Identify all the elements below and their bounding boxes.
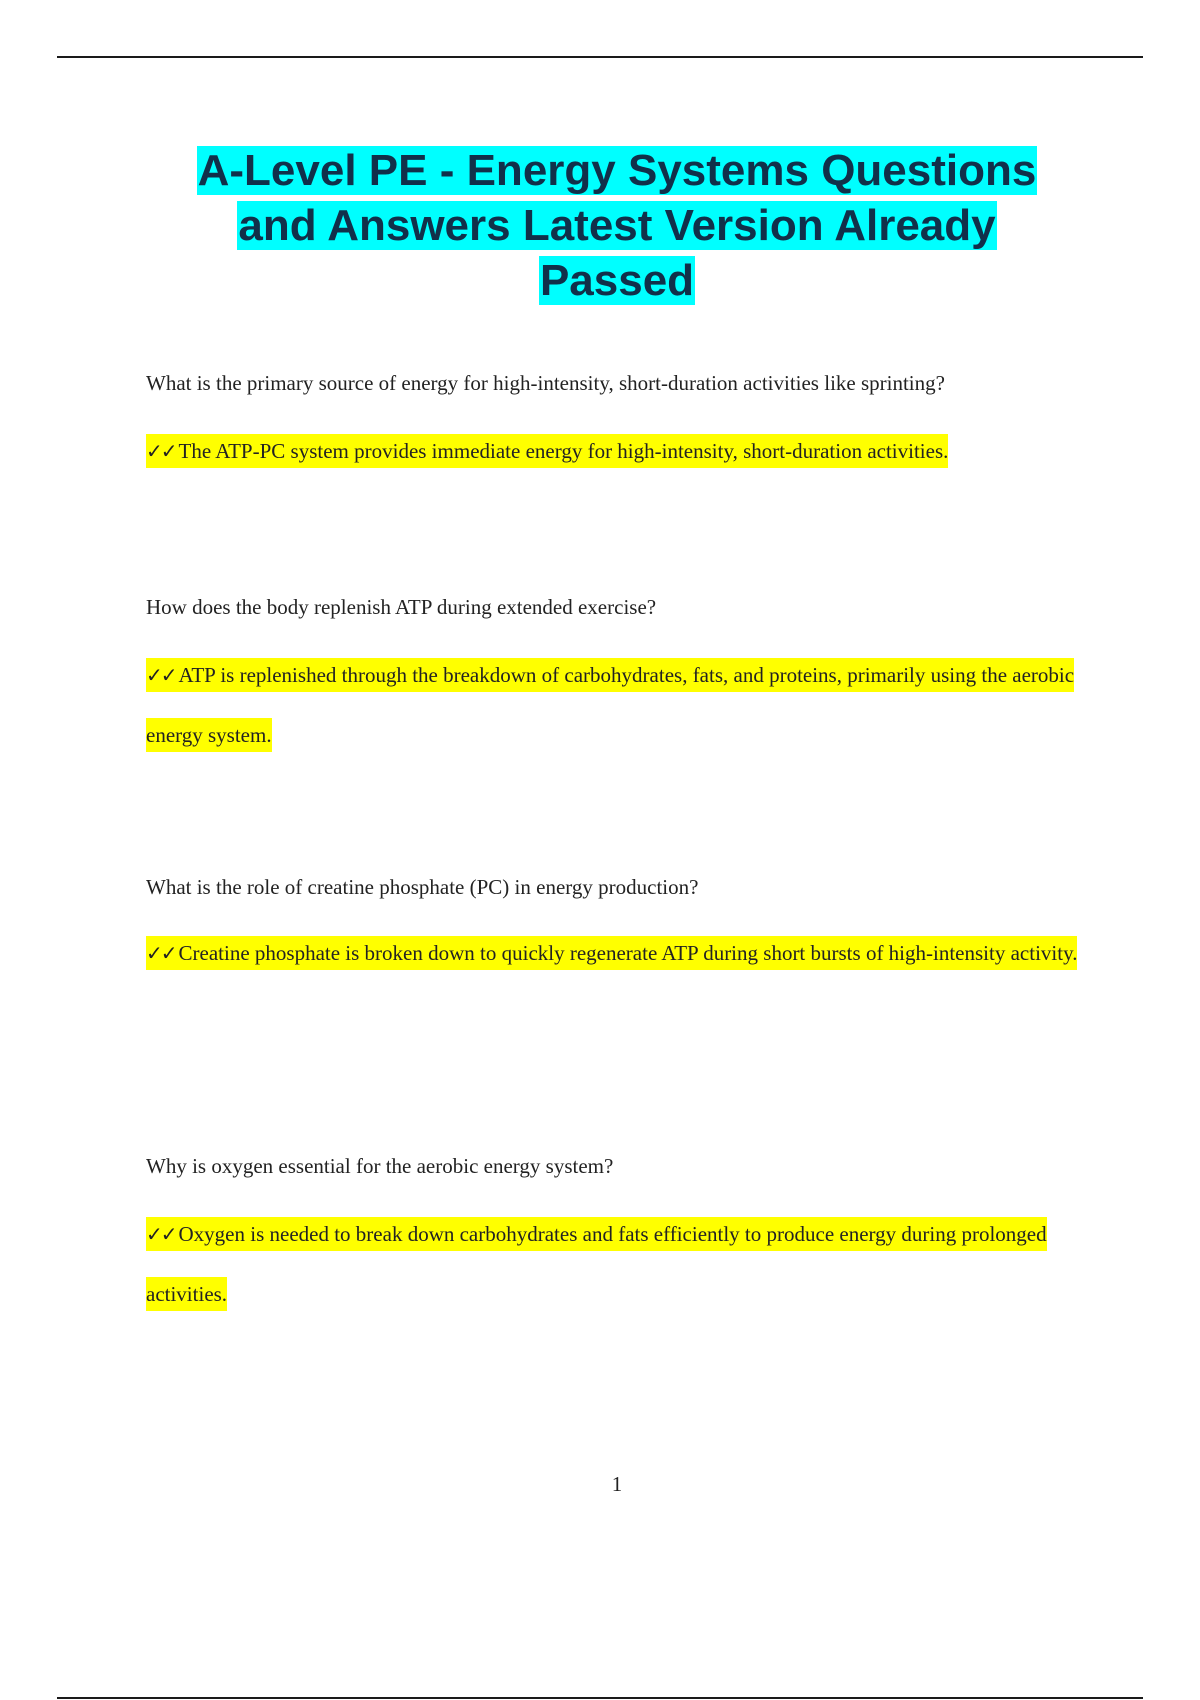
qa-item — [146, 1152, 1086, 1324]
title-line-2: and Answers Latest Version Already — [238, 201, 996, 250]
check-icon: ✓✓ — [146, 439, 176, 463]
qa-item — [146, 369, 1086, 481]
question-text: What is the primary source of energy for high-intensity, short-duration activities like sprinting? — [146, 371, 945, 395]
answer-body: The ATP-PC system provides immediate energy for high-intensity, short-duration activities. — [178, 439, 949, 463]
check-icon: ✓✓ — [146, 941, 176, 965]
question-text: Why is oxygen essential for the aerobic energy system? — [146, 1154, 614, 1178]
answer-text — [146, 421, 1086, 481]
answer-text — [146, 645, 1086, 765]
document-title — [100, 143, 1134, 308]
page-number: 1 — [611, 1472, 623, 1496]
header-rule — [57, 56, 1143, 58]
qa-item — [146, 593, 1086, 765]
title-line-3: Passed — [539, 256, 695, 305]
answer-highlight — [146, 658, 1074, 752]
question-text: What is the role of creatine phosphate (PC) in energy production? — [146, 875, 699, 899]
question-text: How does the body replenish ATP during extended exercise? — [146, 595, 657, 619]
answer-body: Creatine phosphate is broken down to quickly regenerate ATP during short bursts of high-intensity activity. — [178, 941, 1078, 965]
check-icon: ✓✓ — [146, 663, 176, 687]
answer-text — [146, 923, 1086, 983]
footer-rule — [57, 1697, 1143, 1699]
answer-highlight — [146, 936, 1077, 970]
title-line-1: A-Level PE - Energy Systems Questions — [197, 146, 1037, 195]
answer-body: ATP is replenished through the breakdown of carbohydrates, fats, and proteins, primarily using the aerobic energy system. — [146, 663, 1075, 747]
answer-highlight — [146, 434, 948, 468]
answer-text — [146, 1204, 1086, 1324]
answer-highlight — [146, 1217, 1047, 1311]
qa-item — [146, 873, 1086, 983]
check-icon: ✓✓ — [146, 1222, 176, 1246]
answer-body: Oxygen is needed to break down carbohydrates and fats efficiently to produce energy during prolonged activities. — [146, 1222, 1047, 1306]
